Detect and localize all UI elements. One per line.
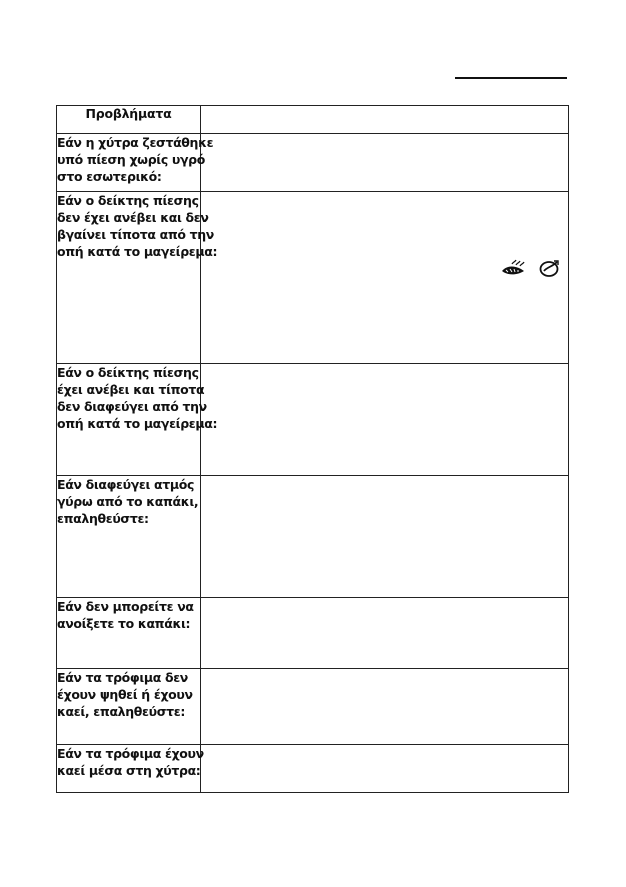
problem-cell (57, 476, 201, 598)
problem-cell (57, 669, 201, 745)
table-row (57, 598, 569, 669)
solution-cell (201, 745, 569, 793)
problem-text: Εάν τα τρόφιμα δεν (57, 670, 188, 685)
problems-column-header: Προβλήματα (57, 106, 201, 134)
problem-text: Εάν ο δείκτης πίεσης (57, 365, 199, 380)
cooking-mode-icon (538, 258, 560, 282)
table-row (57, 476, 569, 598)
problem-text: επαληθεύστε: (57, 511, 149, 526)
problem-cell (57, 745, 204, 793)
table-row (57, 134, 569, 192)
problem-text: Εάν διαφεύγει ατμός (57, 477, 195, 492)
problem-text: καεί μέσα στη χύτρα: (57, 763, 201, 778)
table-row (57, 192, 569, 364)
solutions-column-header (201, 106, 569, 134)
problem-text: καεί, επαληθεύστε: (57, 704, 185, 719)
problem-text: δεν έχει ανέβει και δεν (57, 210, 209, 225)
solution-cell (201, 476, 569, 598)
problem-text: Εάν η χύτρα ζεστάθηκε (57, 135, 214, 150)
table-row (57, 669, 569, 745)
table-row (57, 745, 569, 793)
solution-cell (201, 192, 569, 364)
solution-cell (201, 598, 569, 669)
solution-cell (201, 364, 569, 476)
problem-text: Εάν δεν μπορείτε να (57, 599, 194, 614)
problem-text: ανοίξετε το καπάκι: (57, 616, 191, 631)
problem-text: δεν διαφεύγει από την (57, 399, 207, 414)
problem-text: Εάν τα τρόφιμα έχουν (57, 746, 204, 761)
table-header-row (57, 106, 569, 134)
problem-text: Εάν ο δείκτης πίεσης (57, 193, 199, 208)
problem-text: υπό πίεση χωρίς υγρό (57, 152, 205, 167)
problem-cell (57, 598, 201, 669)
troubleshooting-table (56, 105, 569, 793)
problem-text: γύρω από το καπάκι, (57, 494, 199, 509)
solution-cell (201, 669, 569, 745)
problem-cell (57, 192, 218, 364)
problem-cell (57, 134, 214, 192)
table-row (57, 364, 569, 476)
problem-text: στο εσωτερικό: (57, 169, 162, 184)
problem-text: οπή κατά το μαγείρεμα: (57, 416, 218, 431)
problem-text: έχουν ψηθεί ή έχουν (57, 687, 193, 702)
problem-text: έχει ανέβει και τίποτα (57, 382, 205, 397)
problem-text: οπή κατά το μαγείρεμα: (57, 244, 218, 259)
header-rule (455, 77, 567, 79)
solution-cell (201, 134, 569, 192)
problem-cell (57, 364, 218, 476)
problem-text: βγαίνει τίποτα από την (57, 227, 214, 242)
steam-valve-icon (500, 258, 526, 282)
